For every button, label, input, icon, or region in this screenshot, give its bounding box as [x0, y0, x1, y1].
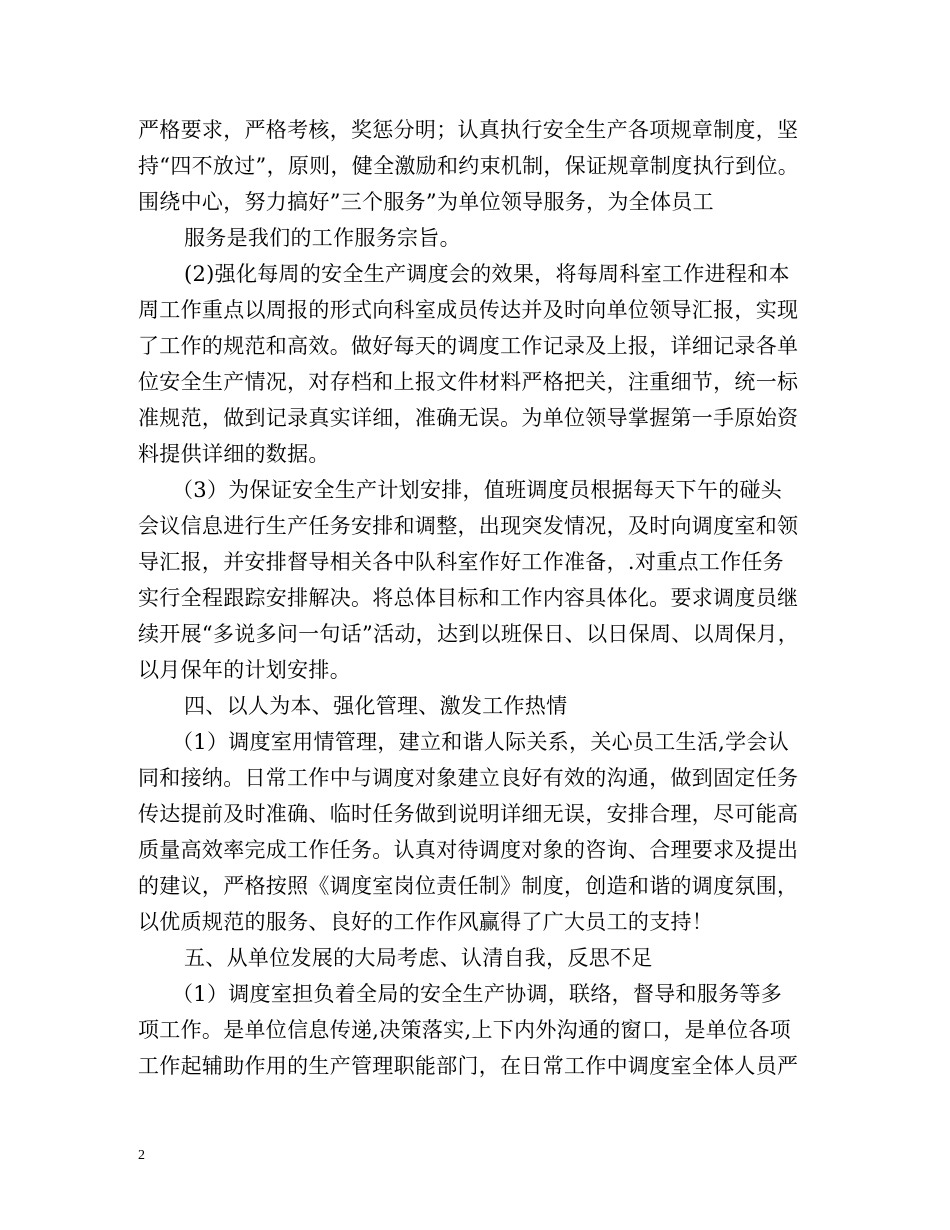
text-line: 传达提前及时准确、临时任务做到说明详细无误，安排合理，尽可能高 [138, 802, 799, 826]
page-number: 2 [138, 1148, 145, 1163]
text-line: 工作起辅助作用的生产管理职能部门，在日常工作中调度室全体人员严 [138, 1054, 799, 1078]
text-line: 持“四不放过”，原则，健全激励和约束机制，保证规章制度执行到位。 [138, 154, 800, 178]
text-line: 严格要求，严格考核，奖惩分明；认真执行安全生产各项规章制度，坚 [138, 118, 799, 142]
text-line: 以优质规范的服务、良好的工作作风赢得了广大员工的支持！ [138, 910, 714, 934]
text-line: 准规范，做到记录真实详细，准确无误。为单位领导掌握第一手原始资 [138, 406, 799, 430]
paragraph-start: （1）调度室用情管理，建立和谐人际关系，关心员工生活,学会认 [172, 730, 790, 754]
text-line: 导汇报，并安排督导相关各中队科室作好工作准备，.对重点工作任务 [138, 550, 784, 574]
text-line: 的建议，严格按照《调度室岗位责任制》制度，创造和谐的调度氛围， [138, 874, 799, 898]
text-line: 项工作。是单位信息传递,决策落实,上下内外沟通的窗口，是单位各项 [138, 1018, 791, 1042]
text-line: 质量高效率完成工作任务。认真对待调度对象的咨询、合理要求及提出 [138, 838, 799, 862]
text-line: 周工作重点以周报的形式向科室成员传达并及时向单位领导汇报，实现 [138, 298, 799, 322]
section-heading: 五、从单位发展的大局考虑、认清自我，反思不足 [184, 946, 653, 970]
paragraph-start: （3）为保证安全生产计划安排，值班调度员根据每天下午的碰头 [172, 478, 783, 502]
text-line: 服务是我们的工作服务宗旨。 [184, 226, 461, 250]
text-line: 以月保年的计划安排。 [138, 658, 351, 682]
text-line: 料提供详细的数据。 [138, 442, 330, 466]
paragraph-start: （1）调度室担负着全局的安全生产协调，联络，督导和服务等多 [172, 982, 783, 1006]
section-heading: 四、以人为本、强化管理、激发工作热情 [184, 694, 568, 718]
text-line: 围绕中心，努力搞好”三个服务”为单位领导服务，为全体员工 [138, 190, 714, 214]
text-line: 续开展“多说多问一句话”活动，达到以班保日、以日保周、以周保月， [138, 622, 800, 646]
text-line: 了工作的规范和高效。做好每天的调度工作记录及上报，详细记录各单 [138, 334, 799, 358]
paragraph-start: (2)强化每周的安全生产调度会的效果，将每周科室工作进程和本 [184, 262, 790, 286]
text-line: 同和接纳。日常工作中与调度对象建立良好有效的沟通，做到固定任务 [138, 766, 799, 790]
text-line: 会议信息进行生产任务安排和调整，出现突发情况，及时向调度室和领 [138, 514, 799, 538]
text-line: 实行全程跟踪安排解决。将总体目标和工作内容具体化。要求调度员继 [138, 586, 799, 610]
text-line: 位安全生产情况，对存档和上报文件材料严格把关，注重细节，统一标 [138, 370, 799, 394]
